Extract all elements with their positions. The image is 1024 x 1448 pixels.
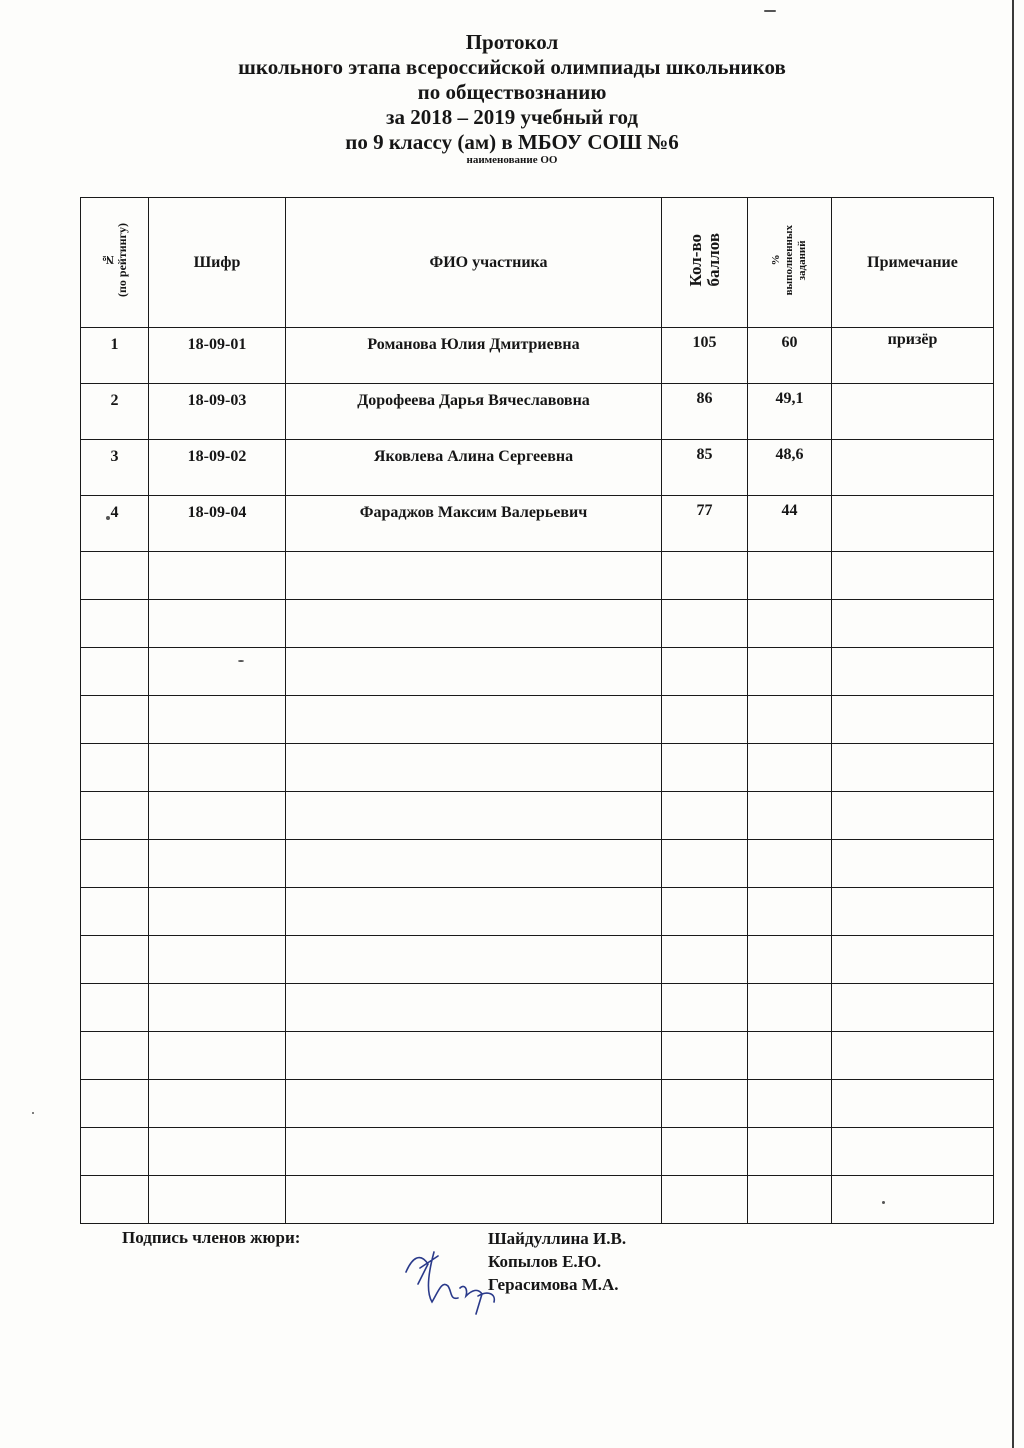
col-score-label-2: баллов xyxy=(703,233,723,287)
empty-table-row xyxy=(81,648,994,696)
table-row xyxy=(81,496,994,552)
header-subtitle: школьного этапа всероссийской олимпиады школьников xyxy=(238,55,786,79)
column-header-fio xyxy=(286,198,662,328)
empty-table-row xyxy=(81,1176,994,1224)
column-header-note xyxy=(832,198,994,328)
cell-num: 4 xyxy=(81,496,149,552)
empty-table-row xyxy=(81,600,994,648)
empty-table-row xyxy=(81,552,994,600)
empty-table-row xyxy=(81,984,994,1032)
results-table xyxy=(80,197,994,1224)
cell-pct: 49,1 xyxy=(748,384,832,440)
cell-pct: 60 xyxy=(748,328,832,384)
header-class-school: по 9 классу (ам) в МБОУ СОШ №6 xyxy=(345,130,679,154)
scan-speck xyxy=(106,516,110,520)
empty-table-row xyxy=(81,936,994,984)
column-header-num xyxy=(81,198,149,328)
empty-table-row xyxy=(81,744,994,792)
scan-speck xyxy=(764,10,776,12)
cell-score: 85 xyxy=(662,440,748,496)
empty-table-row xyxy=(81,888,994,936)
cell-note xyxy=(832,496,994,552)
header-caption: наименование ОО xyxy=(466,154,558,166)
col-fio-label: ФИО участника xyxy=(429,253,548,271)
cell-score: 105 xyxy=(662,328,748,384)
table-header-row xyxy=(81,198,994,328)
document-header xyxy=(0,30,1024,166)
cell-cipher: 18-09-02 xyxy=(149,440,286,496)
cell-num: 2 xyxy=(81,384,149,440)
jury-member: Копылов Е.Ю. xyxy=(488,1252,602,1271)
scan-speck xyxy=(238,660,244,662)
cell-cipher: 18-09-04 xyxy=(149,496,286,552)
handwritten-signature xyxy=(398,1244,508,1324)
col-note-label: Примечание xyxy=(867,253,958,271)
col-num-label: № xyxy=(100,253,115,267)
column-header-score xyxy=(662,198,748,328)
empty-table-row xyxy=(81,1128,994,1176)
jury-list xyxy=(488,1227,626,1296)
header-year: за 2018 – 2019 учебный год xyxy=(386,105,638,129)
scan-speck xyxy=(882,1201,885,1204)
col-pct-label-2: выполненных xyxy=(783,224,795,296)
column-header-pct xyxy=(748,198,832,328)
table-row xyxy=(81,328,994,384)
col-num-sub-label: (по рейтингу) xyxy=(114,223,129,297)
cell-fio: Дорофеева Дарья Вячеславовна xyxy=(286,384,662,440)
empty-table-row xyxy=(81,840,994,888)
scan-speck xyxy=(32,1112,34,1114)
cell-num: 3 xyxy=(81,440,149,496)
empty-table-row xyxy=(81,792,994,840)
cell-fio: Романова Юлия Дмитриевна xyxy=(286,328,662,384)
cell-cipher: 18-09-03 xyxy=(149,384,286,440)
column-header-cipher xyxy=(149,198,286,328)
cell-pct: 44 xyxy=(748,496,832,552)
jury-member: Шайдуллина И.В. xyxy=(488,1229,627,1248)
empty-table-row xyxy=(81,1080,994,1128)
col-cipher-label: Шифр xyxy=(193,253,241,271)
col-score-label-1: Кол-во xyxy=(685,233,705,287)
cell-fio: Фараджов Максим Валерьевич xyxy=(286,496,662,552)
empty-table-row xyxy=(81,696,994,744)
cell-pct: 48,6 xyxy=(748,440,832,496)
header-title: Протокол xyxy=(465,30,559,54)
jury-member: Герасимова М.А. xyxy=(488,1275,619,1294)
col-pct-label-1: % xyxy=(770,254,782,266)
jury-signature-label: Подпись членов жюри: xyxy=(122,1228,301,1247)
header-subject: по обществознанию xyxy=(417,80,607,104)
cell-cipher: 18-09-01 xyxy=(149,328,286,384)
cell-score: 77 xyxy=(662,496,748,552)
cell-note: призёр xyxy=(832,328,994,384)
cell-note xyxy=(832,384,994,440)
scan-edge-line xyxy=(1012,0,1014,1448)
table-row xyxy=(81,440,994,496)
cell-num: 1 xyxy=(81,328,149,384)
col-pct-label-3: заданий xyxy=(796,240,808,280)
cell-fio: Яковлева Алина Сергеевна xyxy=(286,440,662,496)
empty-table-row xyxy=(81,1032,994,1080)
cell-note xyxy=(832,440,994,496)
cell-score: 86 xyxy=(662,384,748,440)
table-row xyxy=(81,384,994,440)
